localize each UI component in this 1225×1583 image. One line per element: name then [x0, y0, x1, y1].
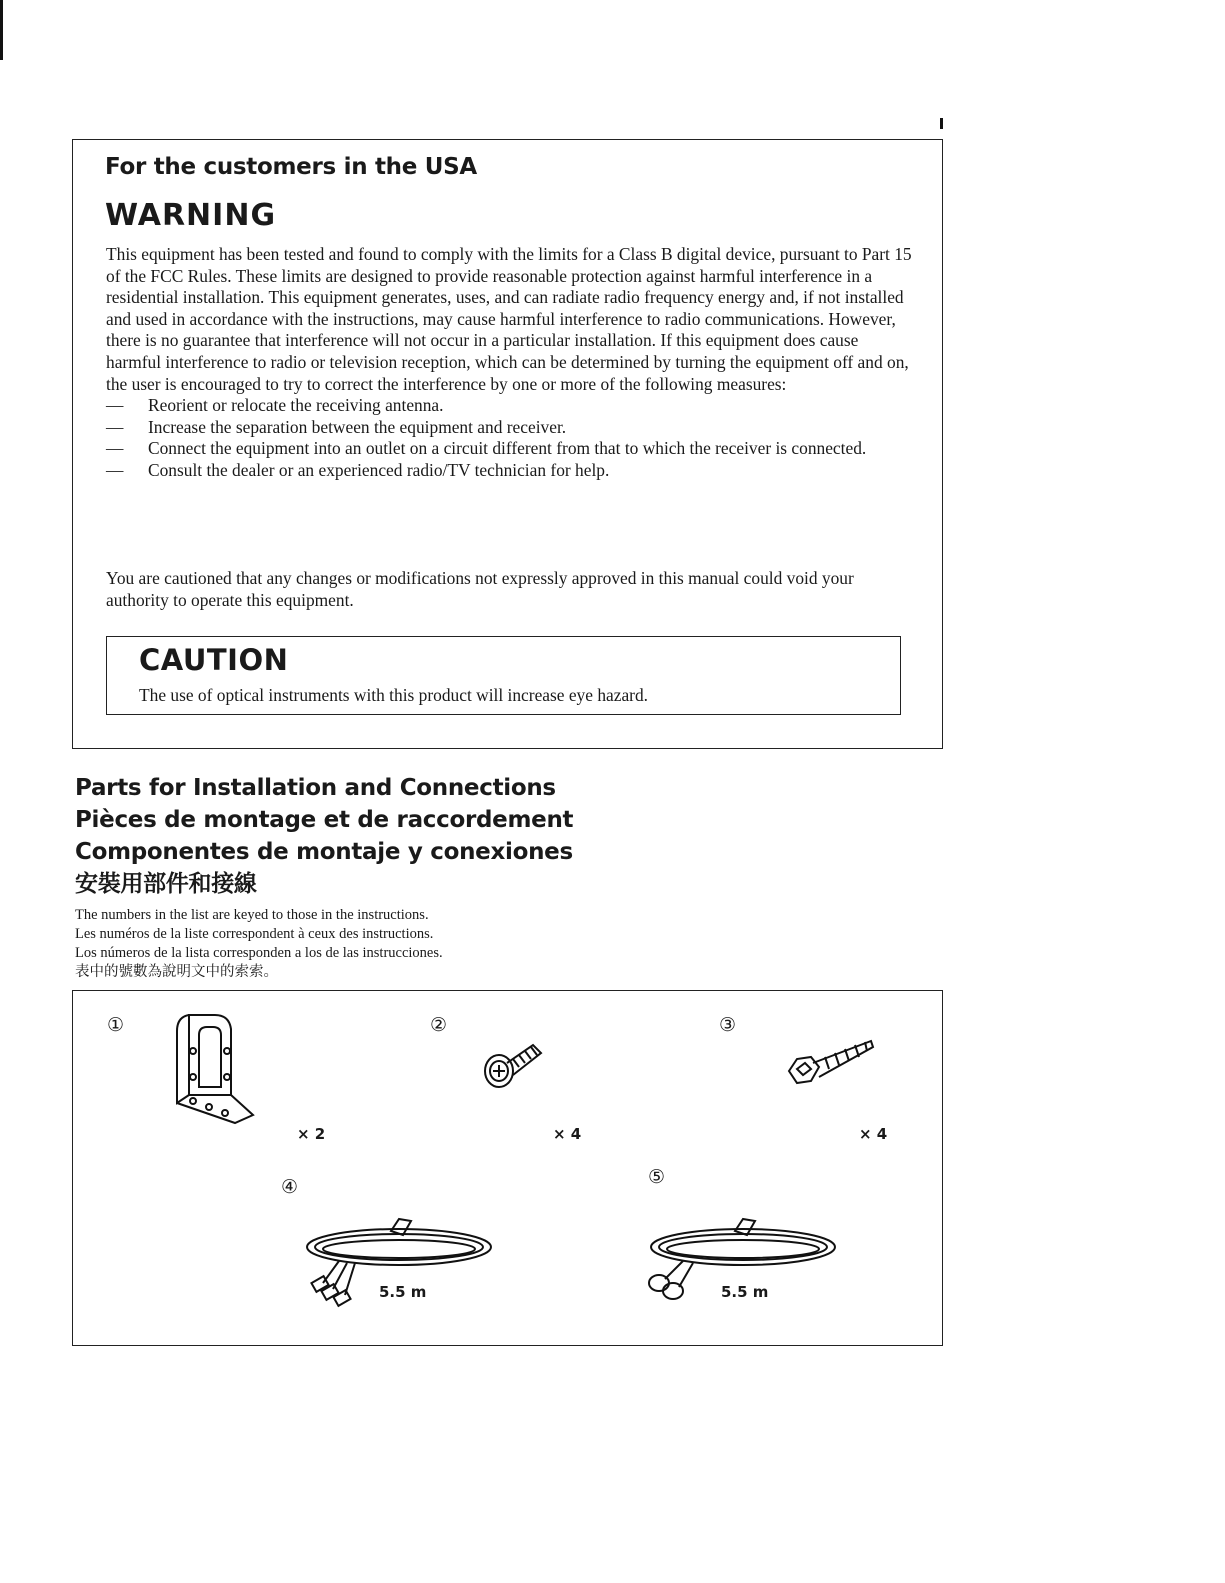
parts-notes: [75, 906, 443, 982]
parts-heading-es: Componentes de montaje y conexiones: [75, 839, 573, 865]
warning-text-block: [106, 244, 916, 482]
measures-list: [106, 395, 916, 481]
parts-note-es: Los números de la lista corresponden a los de las instrucciones.: [75, 945, 443, 961]
parts-note-en: The numbers in the list are keyed to those in the instructions.: [75, 907, 429, 923]
part-number: ⑤: [648, 1166, 666, 1188]
part-number: ①: [107, 1014, 125, 1036]
measure-item: — Consult the dealer or an experienced radio/TV technician for help.: [106, 460, 916, 482]
parts-box: [72, 990, 943, 1346]
usa-notice-box: [72, 139, 943, 749]
parts-headings: [75, 772, 573, 900]
part-quantity: × 2: [297, 1125, 326, 1143]
hex-tapping-screw-illustration: [783, 1033, 879, 1099]
caution-box: [106, 636, 901, 715]
warning-heading: WARNING: [105, 198, 277, 233]
measure-item: — Increase the separation between the equipment and receiver.: [106, 417, 916, 439]
measure-item: — Connect the equipment into an outlet on a circuit different from that to which the receiver is connected.: [106, 438, 916, 460]
cord-length: 5.5 m: [721, 1283, 769, 1301]
warning-body: This equipment has been tested and found to comply with the limits for a Class B digital device, pursuant to Part 15 of the FCC Rules. These limits are designed to provide reasonable protection against harmful interference in a residential installation. This equipment generates, uses, and can radiate radio frequency energy and, if not installed and used in accordance with the instructions, may cause harmful interference to radio communications. However, there is no guarantee that interference will not occur in a particular installation. If this equipment does cause harmful interference to radio or television reception, which can be determined by turning the equipment off and on, the user is encouraged to try to correct the interference by one or more of the following measures:: [106, 244, 912, 394]
part-quantity: × 4: [553, 1125, 582, 1143]
usa-notice-title: For the customers in the USA: [105, 154, 477, 180]
mounting-bracket-illustration: [169, 1007, 261, 1127]
modification-caution-text: You are cautioned that any changes or modifications not expressly approved in this manual could void your authority to operate this equipment.: [106, 568, 854, 610]
caution-text: The use of optical instruments with this product will increase eye hazard.: [139, 685, 649, 705]
flange-screw-illustration: [477, 1035, 547, 1095]
part-number: ④: [281, 1176, 299, 1198]
parts-heading-en: Parts for Installation and Connections: [75, 775, 556, 801]
caution-heading: CAUTION: [139, 643, 289, 677]
cord-length: 5.5 m: [379, 1283, 427, 1301]
part-number: ②: [430, 1014, 448, 1036]
page-corner-mark: [940, 118, 943, 129]
measure-item: — Reorient or relocate the receiving antenna.: [106, 395, 916, 417]
parts-heading-zh: 安裝用部件和接線: [75, 871, 257, 897]
part-quantity: × 4: [859, 1125, 888, 1143]
page-edge-mark: [0, 0, 3, 60]
parts-note-fr: Les numéros de la liste correspondent à ceux des instructions.: [75, 926, 434, 942]
part-number: ③: [719, 1014, 737, 1036]
parts-note-zh: 表中的號數為說明文中的索索。: [75, 964, 278, 980]
parts-heading-fr: Pièces de montage et de raccordement: [75, 807, 574, 833]
